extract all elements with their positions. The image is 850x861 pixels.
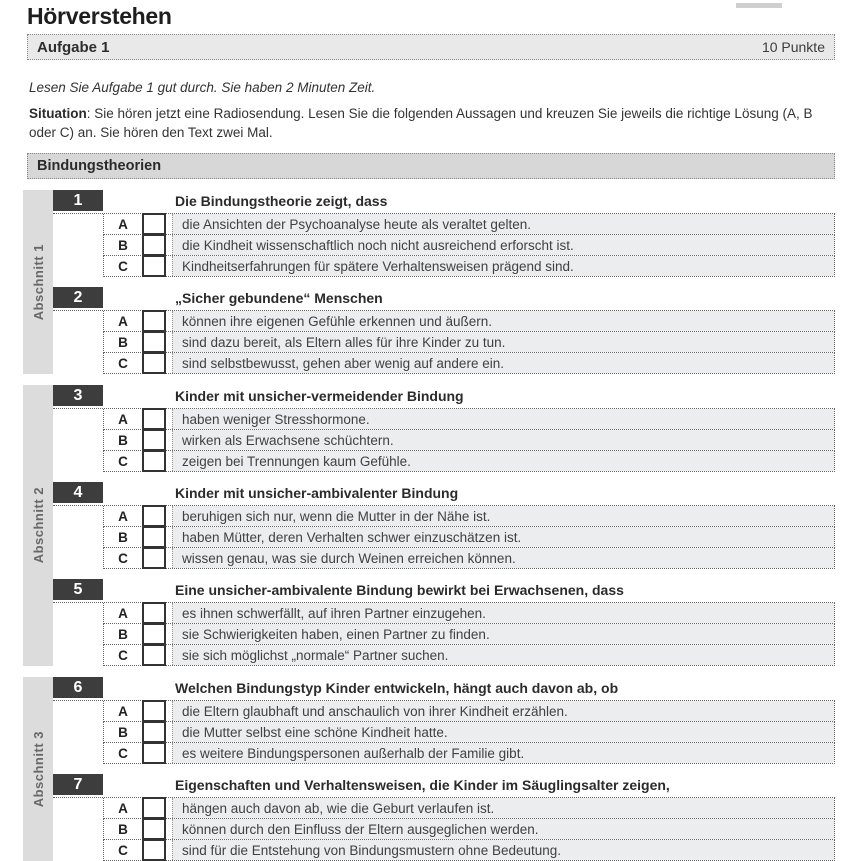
checkbox-q6-c[interactable] [142,742,166,764]
question-header [53,190,835,211]
question-block-7 [53,774,835,861]
option-row [103,332,835,353]
checkbox-q4-c[interactable] [142,547,166,569]
option-letter: C [104,256,142,276]
option-text: sind selbstbewusst, gehen aber wenig auf andere ein. [172,353,834,373]
question-title: Kinder mit unsicher-vermeidender Bindung [175,387,464,404]
checkbox-q3-b[interactable] [142,429,166,451]
checkbox-q5-b[interactable] [142,623,166,645]
option-row [103,722,835,743]
option-row [103,603,835,624]
option-row [103,527,835,548]
option-row [103,430,835,451]
question-number: 2 [53,287,103,308]
question-title: „Sicher gebundene“ Menschen [175,289,383,306]
option-row [103,506,835,527]
options-group [53,700,835,764]
question-block-4 [53,482,835,569]
section-abschnitt-1 [23,190,835,374]
question-sections [0,190,850,861]
option-letter: B [104,332,142,352]
options-group [53,602,835,666]
option-letter: B [104,235,142,255]
options-group [53,408,835,472]
checkbox-q3-c[interactable] [142,450,166,472]
option-letter: B [104,624,142,644]
option-letter: A [104,214,142,234]
question-number: 3 [53,385,103,406]
checkbox-q1-a[interactable] [142,213,166,235]
question-header [53,677,835,698]
option-letter: A [104,603,142,623]
situation-label: Situation [29,106,87,121]
section-sidebar [23,385,53,666]
option-row [103,353,835,374]
option-text: die Ansichten der Psychoanalyse heute als veraltet gelten. [172,214,834,234]
option-letter: A [104,701,142,721]
checkbox-q7-a[interactable] [142,797,166,819]
option-text: hängen auch davon ab, wie die Geburt verlaufen ist. [172,798,834,818]
task-header-bar [27,34,835,60]
option-letter: B [104,527,142,547]
option-letter: A [104,409,142,429]
checkbox-q2-b[interactable] [142,331,166,353]
question-title: Eine unsicher-ambivalente Bindung bewirkt bei Erwachsenen, dass [175,581,624,598]
option-letter: C [104,743,142,763]
checkbox-q5-c[interactable] [142,644,166,666]
question-header [53,774,835,795]
instruction-italic: Lesen Sie Aufgabe 1 gut durch. Sie haben 2 Minuten Zeit. [29,80,376,95]
option-row [103,235,835,256]
checkbox-q3-a[interactable] [142,408,166,430]
option-letter: C [104,840,142,860]
option-letter: C [104,353,142,373]
section-questions [53,677,835,861]
checkbox-q1-c[interactable] [142,255,166,277]
checkbox-q1-b[interactable] [142,234,166,256]
topic-bar [27,153,835,179]
option-text: die Mutter selbst eine schöne Kindheit hatte. [172,722,834,742]
section-abschnitt-2 [23,385,835,666]
option-letter: A [104,311,142,331]
option-row [103,743,835,764]
option-text: haben weniger Stresshormone. [172,409,834,429]
points-label: 10 Punkte [761,39,825,55]
checkbox-q7-c[interactable] [142,839,166,861]
checkbox-q6-a[interactable] [142,700,166,722]
question-number: 7 [53,774,103,795]
options-group [53,797,835,861]
checkbox-q6-b[interactable] [142,721,166,743]
option-text: wirken als Erwachsene schüchtern. [172,430,834,450]
option-letter: C [104,548,142,568]
option-letter: A [104,798,142,818]
option-text: die Kindheit wissenschaftlich noch nicht ausreichend erforscht ist. [172,235,834,255]
task-label: Aufgabe 1 [37,38,110,56]
option-row [103,701,835,722]
checkbox-q4-b[interactable] [142,526,166,548]
option-letter: B [104,430,142,450]
question-block-2 [53,287,835,374]
option-row [103,256,835,277]
page-top-fragment [736,3,782,8]
option-text: sind dazu bereit, als Eltern alles für ihre Kinder zu tun. [172,332,834,352]
section-label: Abschnitt 3 [30,730,46,808]
option-text: beruhigen sich nur, wenn die Mutter in der Nähe ist. [172,506,834,526]
option-text: die Eltern glaubhaft und anschaulich von ihrer Kindheit erzählen. [172,701,834,721]
option-text: können durch den Einfluss der Eltern ausgeglichen werden. [172,819,834,839]
question-block-5 [53,579,835,666]
options-group [53,310,835,374]
section-questions [53,385,835,666]
question-block-3 [53,385,835,472]
option-letter: A [104,506,142,526]
question-header [53,579,835,600]
question-header [53,385,835,406]
option-text: Kindheitserfahrungen für spätere Verhaltensweisen prägend sind. [172,256,834,276]
checkbox-q5-a[interactable] [142,602,166,624]
question-header [53,482,835,503]
situation-paragraph [29,104,817,142]
checkbox-q4-a[interactable] [142,505,166,527]
option-text: es weitere Bindungspersonen außerhalb der Familie gibt. [172,743,834,763]
topic-title: Bindungstheorien [37,158,162,174]
question-block-1 [53,190,835,277]
section-sidebar [23,190,53,374]
option-letter: B [104,722,142,742]
section-abschnitt-3 [23,677,835,861]
option-row [103,624,835,645]
options-group [53,505,835,569]
checkbox-q7-b[interactable] [142,818,166,840]
question-title: Die Bindungstheorie zeigt, dass [175,192,388,209]
question-number: 4 [53,482,103,503]
option-row [103,311,835,332]
option-text: können ihre eigenen Gefühle erkennen und äußern. [172,311,834,331]
section-label: Abschnitt 1 [30,243,46,321]
section-sidebar [23,677,53,861]
option-row [103,409,835,430]
question-header [53,287,835,308]
option-row [103,214,835,235]
options-group [53,213,835,277]
option-row [103,798,835,819]
question-block-6 [53,677,835,764]
situation-text: : Sie hören jetzt eine Radiosendung. Lesen Sie die folgenden Aussagen und kreuzen Sie jeweils die richtige Lösung (A, B oder C) an. Sie hören den Text zwei Mal. [29,106,813,140]
option-letter: C [104,645,142,665]
option-text: sie sich möglichst „normale“ Partner suchen. [172,645,834,665]
option-text: sind für die Entstehung von Bindungsmustern ohne Bedeutung. [172,840,834,860]
page-title: Hörverstehen [27,3,172,29]
question-title: Welchen Bindungstyp Kinder entwickeln, hängt auch davon ab, ob [175,679,619,696]
option-row [103,548,835,569]
question-number: 1 [53,190,103,211]
option-text: haben Mütter, deren Verhalten schwer einzuschätzen ist. [172,527,834,547]
option-row [103,840,835,861]
question-title: Kinder mit unsicher-ambivalenter Bindung [175,484,459,501]
option-letter: B [104,819,142,839]
option-text: sie Schwierigkeiten haben, einen Partner zu finden. [172,624,834,644]
question-number: 6 [53,677,103,698]
question-title: Eigenschaften und Verhaltensweisen, die Kinder im Säuglingsalter zeigen, [175,776,670,793]
checkbox-q2-c[interactable] [142,352,166,374]
option-row [103,819,835,840]
question-number: 5 [53,579,103,600]
section-questions [53,190,835,374]
option-text: zeigen bei Trennungen kaum Gefühle. [172,451,834,471]
option-row [103,645,835,666]
option-text: wissen genau, was sie durch Weinen erreichen können. [172,548,834,568]
option-text: es ihnen schwerfällt, auf ihren Partner einzugehen. [172,603,834,623]
option-row [103,451,835,472]
checkbox-q2-a[interactable] [142,310,166,332]
option-letter: C [104,451,142,471]
section-label: Abschnitt 2 [30,487,46,564]
